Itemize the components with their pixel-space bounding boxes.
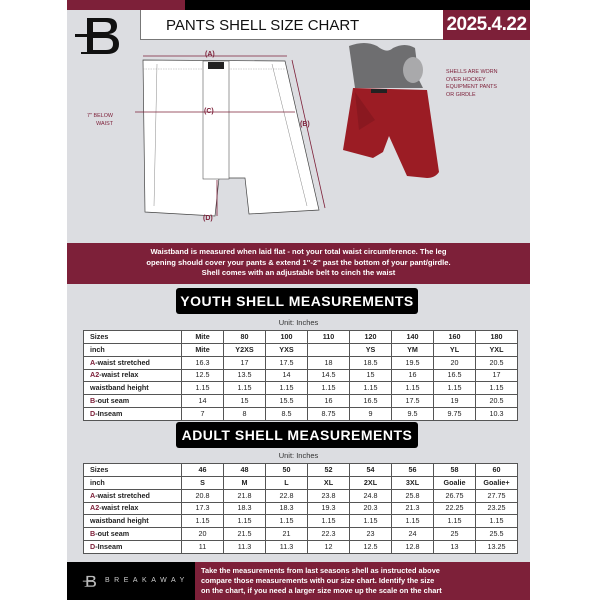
- table-cell: 21.8: [224, 489, 266, 502]
- measure-name: -waist stretched: [95, 357, 150, 367]
- table-cell: 16.5: [350, 395, 392, 408]
- measure-code: D: [90, 541, 96, 551]
- table-cell: 22.3: [308, 528, 350, 541]
- table-row: [84, 343, 518, 356]
- table-cell: 25: [434, 528, 476, 541]
- footer-logo-icon: [81, 570, 99, 592]
- table-cell: 23.25: [476, 502, 518, 515]
- table-row: [84, 476, 518, 489]
- measure-name: -out seam: [95, 396, 130, 406]
- size-chart-page: [67, 0, 530, 600]
- table-cell: 100: [266, 331, 308, 344]
- table-cell: 22.25: [434, 502, 476, 515]
- table-cell: 12.5: [182, 369, 224, 382]
- table-cell: 15: [224, 395, 266, 408]
- measurement-info-banner: [67, 243, 530, 284]
- footer-line: Take the measurements from last seasons shell as instructed above: [201, 566, 440, 575]
- table-cell: 1.15: [308, 382, 350, 395]
- table-cell: 24: [392, 528, 434, 541]
- table-cell: 23.8: [308, 489, 350, 502]
- table-cell: Mite: [182, 343, 224, 356]
- row-label: [84, 356, 182, 369]
- table-cell: 1.15: [392, 515, 434, 528]
- table-cell: 10.3: [476, 408, 518, 421]
- table-cell: 13.25: [476, 541, 518, 554]
- table-cell: 1.15: [182, 515, 224, 528]
- footer-line: compare those measurements with our size chart. Identify the size: [201, 576, 435, 585]
- table-cell: 17.5: [392, 395, 434, 408]
- table-cell: 1.15: [350, 382, 392, 395]
- measure-code: A: [90, 357, 96, 367]
- table-cell: 12.5: [350, 541, 392, 554]
- table-cell: S: [182, 476, 224, 489]
- table-cell: 18.3: [266, 502, 308, 515]
- measure-code: A: [90, 490, 96, 500]
- table-cell: Goalie: [434, 476, 476, 489]
- table-cell: 120: [350, 331, 392, 344]
- table-cell: 15: [350, 369, 392, 382]
- table-cell: 1.15: [476, 382, 518, 395]
- banner-line: Shell comes with an adjustable belt to cinch the waist: [201, 268, 396, 277]
- footer-instructions: [195, 562, 530, 600]
- table-cell: 58: [434, 464, 476, 477]
- table-row: [84, 395, 518, 408]
- table-cell: 2XL: [350, 476, 392, 489]
- table-cell: 23: [350, 528, 392, 541]
- table-cell: 17: [224, 356, 266, 369]
- note-line: OR GIRDLE: [446, 91, 476, 98]
- table-cell: 14.5: [308, 369, 350, 382]
- table-cell: 14: [182, 395, 224, 408]
- table-cell: YS: [350, 343, 392, 356]
- measure-code: D: [90, 408, 96, 418]
- table-cell: 1.15: [224, 515, 266, 528]
- table-cell: 56: [392, 464, 434, 477]
- row-label: [84, 382, 182, 395]
- measure-code: B: [90, 529, 96, 539]
- table-cell: 1.15: [266, 515, 308, 528]
- table-cell: Goalie+: [476, 476, 518, 489]
- pants-diagram: [107, 48, 337, 238]
- measure-name: inch: [90, 344, 105, 354]
- row-label: [84, 369, 182, 382]
- table-cell: YM: [392, 343, 434, 356]
- top-black-bar: [185, 0, 530, 10]
- table-cell: 16.3: [182, 356, 224, 369]
- table-cell: 17: [476, 369, 518, 382]
- table-cell: 18.5: [350, 356, 392, 369]
- table-cell: YXS: [266, 343, 308, 356]
- table-cell: 1.15: [182, 382, 224, 395]
- table-cell: 160: [434, 331, 476, 344]
- note-line: SHELLS ARE WORN: [446, 69, 498, 75]
- measure-name: -waist stretched: [95, 490, 150, 500]
- table-cell: 15.5: [266, 395, 308, 408]
- row-label: [84, 515, 182, 528]
- table-cell: 17.3: [182, 502, 224, 515]
- top-accent-bar: [67, 0, 185, 10]
- below-waist-line: WAIST: [96, 120, 113, 127]
- table-row: [84, 502, 518, 515]
- below-waist-line: 7'' BELOW: [86, 113, 113, 119]
- pants-shell-photo: [335, 40, 445, 225]
- table-cell: 12: [308, 541, 350, 554]
- table-cell: 1.15: [434, 515, 476, 528]
- table-cell: 20.5: [476, 395, 518, 408]
- belt-buckle-icon: [208, 62, 224, 69]
- measure-name: -Inseam: [95, 541, 123, 551]
- table-cell: 60: [476, 464, 518, 477]
- row-label: [84, 476, 182, 489]
- table-cell: 18: [308, 356, 350, 369]
- below-waist-note: [75, 113, 113, 128]
- row-label: [84, 464, 182, 477]
- table-cell: 1.15: [434, 382, 476, 395]
- measure-code: A2: [90, 370, 100, 380]
- table-cell: 16.5: [434, 369, 476, 382]
- row-label: [84, 408, 182, 421]
- table-cell: 180: [476, 331, 518, 344]
- date-badge: 2025.4.22: [443, 10, 530, 40]
- table-cell: 20: [434, 356, 476, 369]
- table-cell: 80: [224, 331, 266, 344]
- measure-name: -waist relax: [99, 370, 139, 380]
- note-line: EQUIPMENT PANTS: [446, 84, 498, 90]
- table-cell: Mite: [182, 331, 224, 344]
- table-cell: 20.3: [350, 502, 392, 515]
- table-cell: 27.75: [476, 489, 518, 502]
- footer-brand-name: BREAKAWAY: [105, 577, 189, 584]
- table-cell: 9.75: [434, 408, 476, 421]
- table-cell: 8.75: [308, 408, 350, 421]
- table-cell: 11.3: [266, 541, 308, 554]
- adult-size-table: [83, 463, 518, 554]
- table-cell: YXL: [476, 343, 518, 356]
- youth-unit-label: Unit: Inches: [278, 318, 319, 327]
- table-cell: 19.5: [392, 356, 434, 369]
- table-cell: 11: [182, 541, 224, 554]
- label-c: (C): [204, 108, 214, 115]
- table-cell: [308, 343, 350, 356]
- table-cell: 21.3: [392, 502, 434, 515]
- measure-name: Sizes: [90, 331, 109, 341]
- table-row: [84, 369, 518, 382]
- table-cell: 1.15: [392, 382, 434, 395]
- table-cell: 16: [392, 369, 434, 382]
- table-cell: 13.5: [224, 369, 266, 382]
- row-label: [84, 541, 182, 554]
- table-cell: XL: [308, 476, 350, 489]
- table-cell: 140: [392, 331, 434, 344]
- banner-line: opening should cover your pants & extend 1''-2'' past the bottom of your pant/girdle.: [146, 257, 451, 267]
- youth-size-table: [83, 330, 518, 421]
- table-cell: 1.15: [224, 382, 266, 395]
- table-cell: 19.3: [308, 502, 350, 515]
- table-cell: 21: [266, 528, 308, 541]
- measure-name: -waist relax: [99, 503, 139, 513]
- adult-section-title: ADULT SHELL MEASUREMENTS: [176, 422, 418, 448]
- table-cell: 20: [182, 528, 224, 541]
- row-label: [84, 489, 182, 502]
- table-cell: 26.75: [434, 489, 476, 502]
- measure-name: Sizes: [90, 464, 109, 474]
- table-cell: 1.15: [308, 515, 350, 528]
- table-cell: 8.5: [266, 408, 308, 421]
- table-cell: 50: [266, 464, 308, 477]
- table-cell: YL: [434, 343, 476, 356]
- footer-line: on the chart, if you need a larger size move up the scale on the chart: [201, 586, 442, 595]
- table-cell: 21.5: [224, 528, 266, 541]
- row-label: [84, 395, 182, 408]
- table-cell: 12.8: [392, 541, 434, 554]
- table-cell: 8: [224, 408, 266, 421]
- table-cell: 20.5: [476, 356, 518, 369]
- table-cell: 11.3: [224, 541, 266, 554]
- table-row: [84, 528, 518, 541]
- table-cell: 110: [308, 331, 350, 344]
- measure-name: waistband height: [90, 383, 149, 393]
- row-label: [84, 331, 182, 344]
- banner-line: Waistband is measured when laid flat - not your total waist circumference. The leg: [150, 247, 447, 256]
- label-d: (D): [203, 215, 213, 222]
- table-cell: 25.8: [392, 489, 434, 502]
- table-cell: 46: [182, 464, 224, 477]
- table-cell: 52: [308, 464, 350, 477]
- table-cell: 54: [350, 464, 392, 477]
- table-row: [84, 356, 518, 369]
- page-title: PANTS SHELL SIZE CHART: [140, 10, 443, 40]
- shell-worn-note: [446, 69, 498, 99]
- measure-code: A2: [90, 503, 100, 513]
- table-cell: 18.3: [224, 502, 266, 515]
- table-cell: 20.8: [182, 489, 224, 502]
- table-cell: 14: [266, 369, 308, 382]
- measure-code: B: [90, 396, 96, 406]
- table-cell: 48: [224, 464, 266, 477]
- measure-name: -Inseam: [95, 408, 123, 418]
- note-line: OVER HOCKEY: [446, 76, 486, 83]
- table-cell: 19: [434, 395, 476, 408]
- table-cell: M: [224, 476, 266, 489]
- table-cell: 24.8: [350, 489, 392, 502]
- adult-unit-label: Unit: Inches: [278, 451, 319, 460]
- table-cell: 3XL: [392, 476, 434, 489]
- table-cell: 1.15: [350, 515, 392, 528]
- table-cell: 1.15: [476, 515, 518, 528]
- table-cell: 13: [434, 541, 476, 554]
- table-row: [84, 408, 518, 421]
- table-cell: 17.5: [266, 356, 308, 369]
- row-label: [84, 528, 182, 541]
- table-cell: 1.15: [266, 382, 308, 395]
- measure-name: waistband height: [90, 516, 149, 526]
- table-cell: 7: [182, 408, 224, 421]
- table-row: [84, 489, 518, 502]
- table-cell: 16: [308, 395, 350, 408]
- measure-name: -out seam: [95, 529, 130, 539]
- table-cell: 25.5: [476, 528, 518, 541]
- table-row: [84, 515, 518, 528]
- table-row: [84, 464, 518, 477]
- table-cell: 9: [350, 408, 392, 421]
- table-cell: 9.5: [392, 408, 434, 421]
- table-row: [84, 331, 518, 344]
- table-cell: L: [266, 476, 308, 489]
- label-b: (B): [300, 121, 310, 128]
- row-label: [84, 343, 182, 356]
- table-row: [84, 382, 518, 395]
- measure-name: inch: [90, 477, 105, 487]
- label-a: (A): [205, 51, 215, 58]
- row-label: [84, 502, 182, 515]
- table-cell: 22.8: [266, 489, 308, 502]
- table-row: [84, 541, 518, 554]
- table-cell: Y2XS: [224, 343, 266, 356]
- youth-section-title: YOUTH SHELL MEASUREMENTS: [176, 288, 418, 314]
